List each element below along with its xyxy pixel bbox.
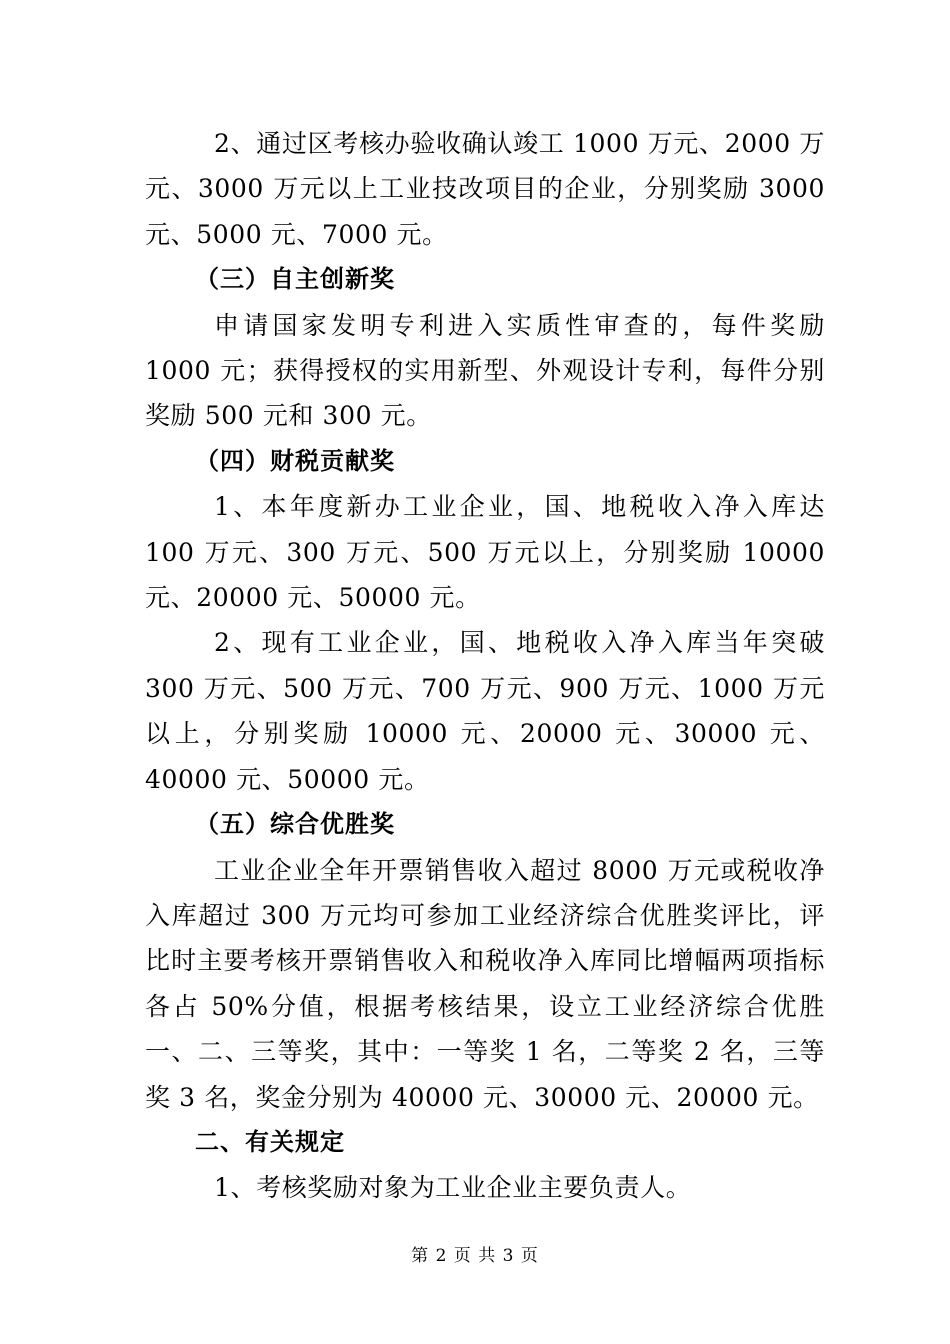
paragraph-tax-award-2: 2、现有工业企业，国、地税收入净入库当年突破 300 万元、500 万元、700 万元、900 万元、1000 万元以上，分别奖励 10000 元、20000 元、30000 元、40000 元、50000 元。: [145, 628, 825, 794]
paragraph-innovation-award: 申请国家发明专利进入实质性审查的，每件奖励 1000 元；获得授权的实用新型、外观设计专利，每件分别奖励 500 元和 300 元。: [145, 310, 825, 431]
paragraph-tech-upgrade-award-2: 2、通过区考核办验收确认竣工 1000 万元、2000 万元、3000 万元以上工业技改项目的企业，分别奖励 3000 元、5000 元、7000 元。: [145, 129, 825, 249]
paragraph-rule-1: 1、考核奖励对象为工业企业主要负责人。: [214, 1173, 692, 1203]
heading-innovation-award: （三）自主创新奖: [195, 265, 395, 294]
heading-related-rules: 二、有关规定: [195, 1127, 345, 1156]
paragraph-tax-award-1: 1、本年度新办工业企业，国、地税收入净入库达 100 万元、300 万元、500 万元以上，分别奖励 10000 元、20000 元、50000 元。: [145, 492, 825, 613]
heading-tax-contribution-award: （四）财税贡献奖: [195, 446, 395, 475]
heading-comprehensive-award: （五）综合优胜奖: [195, 810, 395, 839]
paragraph-comprehensive-award: 工业企业全年开票销售收入超过 8000 万元或税收净入库超过 300 万元均可参加工业经济综合优胜奖评比，评比时主要考核开票销售收入和税收净入库同比增幅两项指标各占 50%分值，根据考核结果，设立工业经济综合优胜一、二、三等奖，其中：一等奖 1 名，二等奖 2 名，三等奖 3 名，奖金分别为 40000 元、30000 元、20000 元。: [145, 855, 825, 1112]
document-body: [145, 121, 825, 1211]
page-number-footer: 第 2 页 共 3 页: [411, 1246, 539, 1266]
